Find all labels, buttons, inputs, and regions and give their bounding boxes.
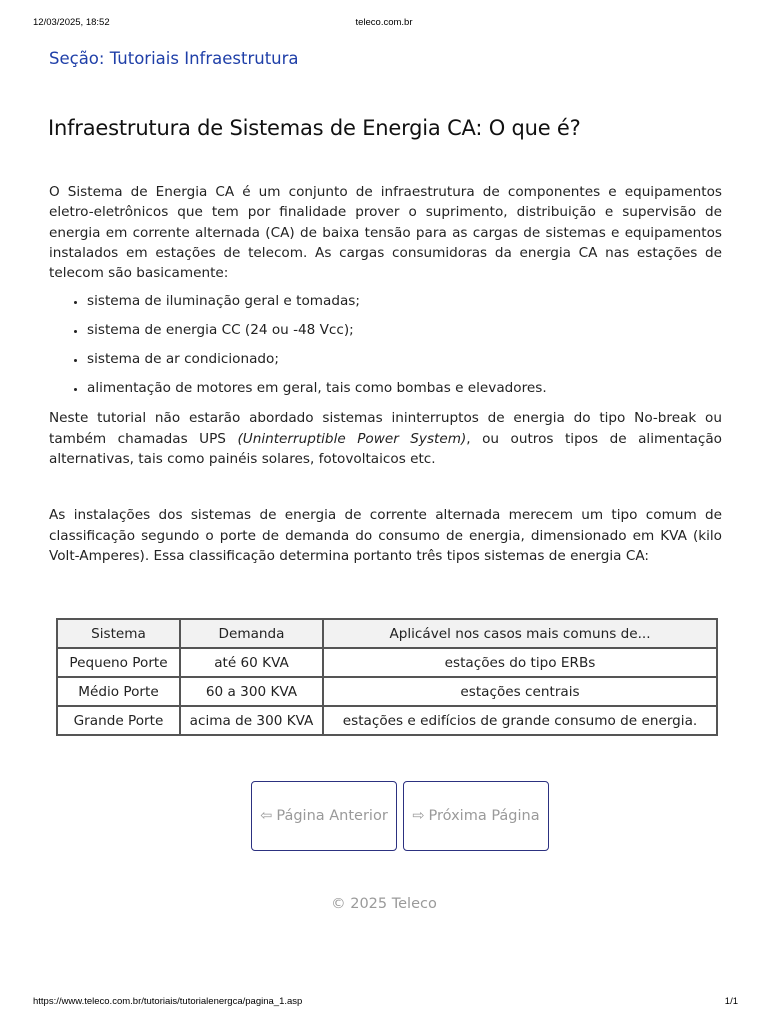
classification-paragraph: As instalações dos sistemas de energia de corrente alternada merecem um tipo comum de classificação segundo o porte de demanda do consumo de energia, dimensionado em KVA (kilo Volt-Amperes). Essa classificação determina portanto três tipos sistemas de energia CA: — [49, 507, 722, 564]
demand-table — [56, 618, 718, 736]
header-sistema: Sistema — [57, 619, 180, 648]
intro-paragraph: O Sistema de Energia CA é um conjunto de infraestrutura de componentes e equipamentos eletro-eletrônicos que tem por finalidade prover o suprimento, distribuição e supervisão de energia em corrente alternada (CA) de baixa tensão para as cargas de sistemas e equipamentos instalados em estações de telecom. As cargas consumidoras da energia CA nas estações de telecom são basicamente: — [49, 184, 722, 282]
section-link[interactable]: Seção: Tutoriais Infraestrutura — [49, 49, 299, 68]
table-header-row — [57, 619, 717, 648]
print-datetime: 12/03/2025, 18:52 — [33, 17, 110, 28]
print-site: teleco.com.br — [355, 17, 413, 28]
loads-list — [49, 291, 722, 398]
article-body — [49, 182, 722, 566]
page-title: Infraestrutura de Sistemas de Energia CA: O que é? — [48, 116, 581, 140]
cell-sistema: Médio Porte — [57, 677, 180, 706]
copyright: © 2025 Teleco — [331, 896, 437, 912]
cell-demanda: acima de 300 KVA — [180, 706, 323, 735]
print-url: https://www.teleco.com.br/tutoriais/tutorialenergca/pagina_1.asp — [33, 996, 303, 1007]
header-aplicavel: Aplicável nos casos mais comuns de... — [323, 619, 717, 648]
cell-sistema: Grande Porte — [57, 706, 180, 735]
cell-aplicavel: estações do tipo ERBs — [323, 648, 717, 677]
ups-note-italic: (Uninterruptible Power System) — [237, 430, 467, 447]
table-row — [57, 648, 717, 677]
ups-note-paragraph — [49, 408, 722, 469]
left-arrow-icon: ⇦ — [260, 808, 273, 824]
right-arrow-icon: ⇨ — [412, 808, 425, 824]
list-item: • sistema de iluminação geral e tomadas; — [87, 291, 722, 311]
previous-page-button[interactable] — [251, 781, 397, 851]
cell-aplicavel: estações e edifícios de grande consumo de energia. — [323, 706, 717, 735]
header-demanda: Demanda — [180, 619, 323, 648]
list-item: • sistema de energia CC (24 ou -48 Vcc); — [87, 320, 722, 340]
ups-note-text: Neste tutorial não estarão abordado sistemas ininterruptos de energia do tipo No-break ou também chamadas UPS — [49, 410, 722, 447]
cell-aplicavel: estações centrais — [323, 677, 717, 706]
next-page-label: Próxima Página — [428, 808, 540, 824]
list-item: • sistema de ar condicionado; — [87, 349, 722, 369]
cell-sistema: Pequeno Porte — [57, 648, 180, 677]
ups-note-text-end: , ou outros tipos de alimentação alternativas, tais como painéis solares, fotovoltaicos etc. — [49, 430, 722, 468]
table-row — [57, 677, 717, 706]
next-page-button[interactable] — [403, 781, 549, 851]
previous-page-label: Página Anterior — [276, 808, 388, 824]
print-footer — [0, 996, 768, 1010]
list-item: • alimentação de motores em geral, tais como bombas e elevadores. — [87, 378, 722, 398]
cell-demanda: 60 a 300 KVA — [180, 677, 323, 706]
print-page-number: 1/1 — [724, 996, 738, 1007]
cell-demanda: até 60 KVA — [180, 648, 323, 677]
table-row — [57, 706, 717, 735]
print-header — [0, 17, 768, 31]
